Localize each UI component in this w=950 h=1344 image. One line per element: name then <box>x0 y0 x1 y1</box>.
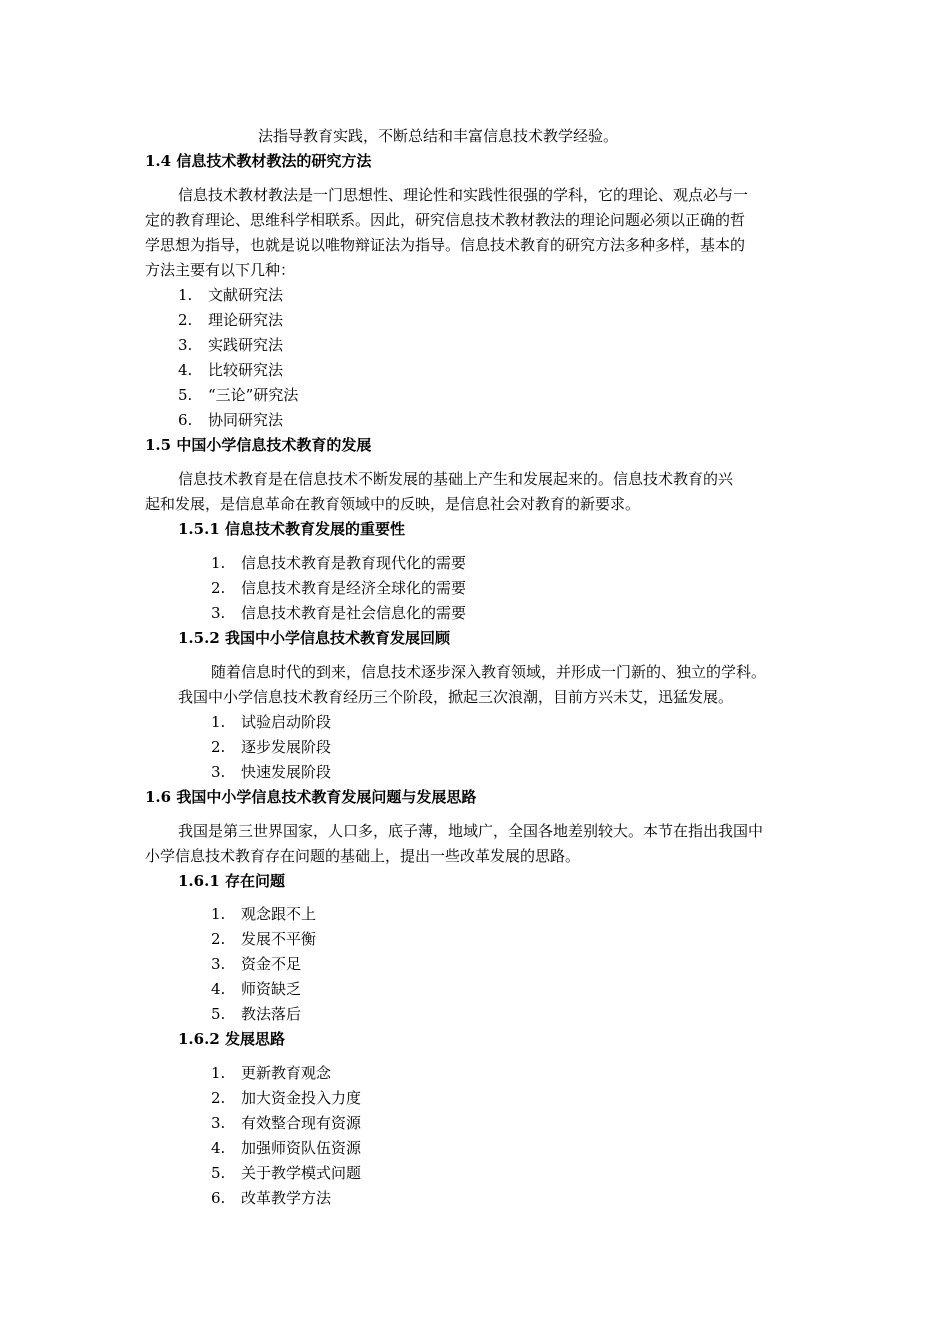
list-number: 1. <box>211 1064 226 1082</box>
paragraph-line: 小学信息技术教育存在问题的基础上，提出一些改革发展的思路。 <box>145 847 581 865</box>
list-text: 信息技术教育是经济全球化的需要 <box>241 579 467 597</box>
subsection-heading-1-5-1: 1.5.1 信息技术教育发展的重要性 <box>178 520 405 538</box>
list-number: 2. <box>211 930 226 948</box>
list-text: 加大资金投入力度 <box>241 1089 362 1107</box>
list-text: 文献研究法 <box>208 286 284 304</box>
intro-tail-line: 法指导教育实践，不断总结和丰富信息技术教学经验。 <box>258 127 619 145</box>
list-item <box>211 1163 361 1183</box>
list-item <box>178 335 283 355</box>
list-text: 快速发展阶段 <box>241 763 332 781</box>
section-heading-1-6: 1.6 我国中小学信息技术教育发展问题与发展思路 <box>145 788 477 806</box>
paragraph-line: 我国是第三世界国家，人口多，底子薄，地域广，全国各地差别较大。本节在指出我国中 <box>178 822 764 840</box>
paragraph-line: 学思想为指导，也就是说以唯物辩证法为指导。信息技术教育的研究方法多种多样，基本的 <box>145 236 746 254</box>
paragraph-line: 我国中小学信息技术教育经历三个阶段，掀起三次浪潮，目前方兴未艾，迅猛发展。 <box>178 688 734 706</box>
list-text: 发展不平衡 <box>241 930 317 948</box>
list-text: 实践研究法 <box>208 336 284 354</box>
list-item <box>211 1188 331 1208</box>
list-text: 观念跟不上 <box>241 905 317 923</box>
list-text: 资金不足 <box>241 955 302 973</box>
list-number: 4. <box>211 1139 226 1157</box>
list-number: 6. <box>178 411 193 429</box>
list-number: 3. <box>211 1114 226 1132</box>
list-text: 师资缺乏 <box>241 980 302 998</box>
list-item <box>211 1088 361 1108</box>
list-text: 试验启动阶段 <box>241 713 332 731</box>
list-item <box>211 929 316 949</box>
list-text: 理论研究法 <box>208 311 284 329</box>
list-text: “三论”研究法 <box>208 386 299 404</box>
list-number: 3. <box>178 336 193 354</box>
list-item <box>211 1113 361 1133</box>
list-text: 加强师资队伍资源 <box>241 1139 362 1157</box>
list-number: 3. <box>211 604 226 622</box>
list-item <box>178 285 283 305</box>
list-number: 2. <box>211 1089 226 1107</box>
list-item <box>211 603 466 623</box>
list-number: 3. <box>211 955 226 973</box>
list-number: 1. <box>211 554 226 572</box>
list-text: 逐步发展阶段 <box>241 738 332 756</box>
list-number: 5. <box>178 386 193 404</box>
list-item <box>211 578 466 598</box>
list-item <box>211 954 301 974</box>
list-item <box>211 1004 301 1024</box>
subsection-heading-1-6-1: 1.6.1 存在问题 <box>178 872 285 890</box>
list-item <box>178 310 283 330</box>
list-number: 1. <box>178 286 193 304</box>
list-number: 2. <box>178 311 193 329</box>
list-number: 5. <box>211 1005 226 1023</box>
list-item <box>178 410 283 430</box>
paragraph-line: 起和发展，是信息革命在教育领域中的反映，是信息社会对教育的新要求。 <box>145 495 641 513</box>
paragraph-line: 随着信息时代的到来，信息技术逐步深入教育领域，并形成一门新的、独立的学科。 <box>211 663 767 681</box>
list-number: 1. <box>211 905 226 923</box>
list-text: 关于教学模式问题 <box>241 1164 362 1182</box>
paragraph-line: 信息技术教育是在信息技术不断发展的基础上产生和发展起来的。信息技术教育的兴 <box>178 470 734 488</box>
list-number: 6. <box>211 1189 226 1207</box>
list-text: 教法落后 <box>241 1005 302 1023</box>
list-item <box>211 904 316 924</box>
list-number: 4. <box>211 980 226 998</box>
list-number: 2. <box>211 579 226 597</box>
list-text: 信息技术教育是教育现代化的需要 <box>241 554 467 572</box>
list-item <box>178 360 283 380</box>
subsection-heading-1-5-2: 1.5.2 我国中小学信息技术教育发展回顾 <box>178 629 450 647</box>
list-item <box>178 385 298 405</box>
list-number: 1. <box>211 713 226 731</box>
list-text: 改革教学方法 <box>241 1189 332 1207</box>
list-number: 2. <box>211 738 226 756</box>
section-heading-1-4: 1.4 信息技术教材教法的研究方法 <box>145 152 372 170</box>
list-item <box>211 737 331 757</box>
paragraph-line: 信息技术教材教法是一门思想性、理论性和实践性很强的学科，它的理论、观点必与一 <box>178 186 749 204</box>
list-text: 有效整合现有资源 <box>241 1114 362 1132</box>
subsection-heading-1-6-2: 1.6.2 发展思路 <box>178 1030 285 1048</box>
list-item <box>211 979 301 999</box>
list-item <box>211 553 466 573</box>
list-item <box>211 762 331 782</box>
list-item <box>211 1063 331 1083</box>
list-text: 协同研究法 <box>208 411 284 429</box>
list-number: 3. <box>211 763 226 781</box>
list-text: 更新教育观念 <box>241 1064 332 1082</box>
list-number: 4. <box>178 361 193 379</box>
list-item <box>211 1138 361 1158</box>
list-item <box>211 712 331 732</box>
list-number: 5. <box>211 1164 226 1182</box>
paragraph-line: 定的教育理论、思维科学相联系。因此，研究信息技术教材教法的理论问题必须以正确的哲 <box>145 211 746 229</box>
section-heading-1-5: 1.5 中国小学信息技术教育的发展 <box>145 436 372 454</box>
list-text: 信息技术教育是社会信息化的需要 <box>241 604 467 622</box>
paragraph-line: 方法主要有以下几种： <box>145 261 296 279</box>
list-text: 比较研究法 <box>208 361 284 379</box>
